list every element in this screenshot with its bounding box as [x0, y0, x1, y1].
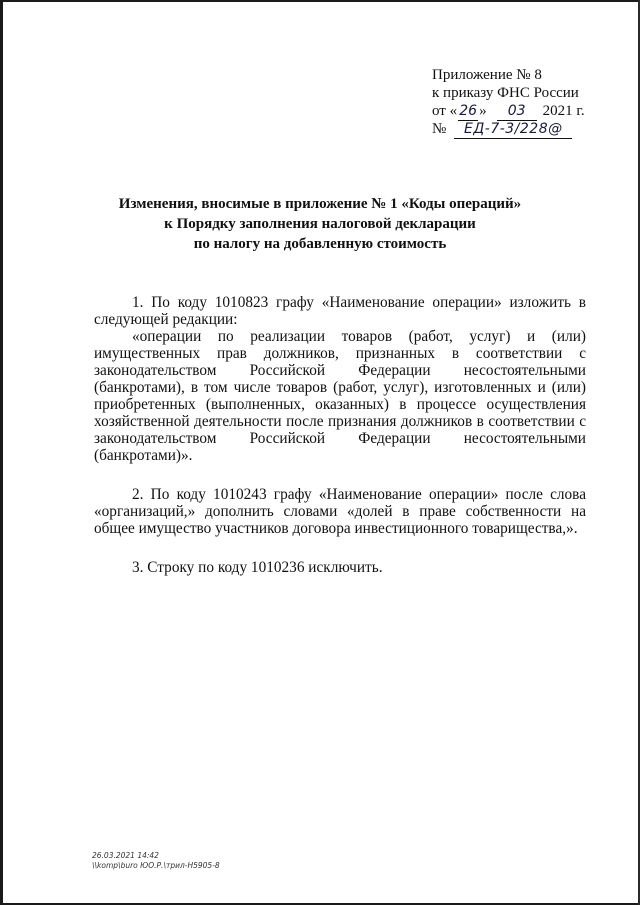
date-year: 2021 г. [542, 103, 585, 119]
item-2-text: 2. По коду 1010243 графу «Наименование операции» после слова «организаций,» дополнить словами «долей в праве собственности на общее имущество участников договора инвестиционного товарищества,». [94, 486, 586, 537]
order-date [432, 102, 632, 120]
document-body [94, 294, 586, 576]
item-1-text: «операции по реализации товаров (работ, услуг) и (или) имущественных прав должников, признанных в соответствии с законодательством Российской Федерации несостоятельными (банкротами), в том числе товаров (работ, услуг), изготовленных и (или) приобретенных (выполненных, оказанных) в процессе осуществления хозяйственной деятельности после признания должников в соответствии с законодательством Российской Федерации несостоятельными (банкротами)». [94, 328, 586, 464]
scan-edge-top [0, 0, 640, 2]
date-month: 03 [497, 102, 537, 121]
item-1-intro: 1. По коду 1010823 графу «Наименование операции» изложить в следующей редакции: [94, 294, 586, 328]
title-line-2: к Порядку заполнения налоговой декларации [164, 216, 476, 232]
date-day: 26 [459, 103, 478, 119]
appendix-label: Приложение № 8 [432, 67, 542, 83]
title-line-3: по налогу на добавленную стоимость [193, 236, 447, 252]
footer-timestamp: 26.03.2021 14:42 [92, 851, 159, 860]
number-prefix: № [432, 121, 447, 137]
scan-edge-left [0, 0, 3, 905]
number-value: ЕД-7-3/228@ [454, 120, 572, 139]
date-prefix: от « [432, 103, 458, 119]
appendix-header [432, 66, 632, 138]
footer-file-path: \\komp\buro ЮО.Р.\трил-Н5905-8 [92, 861, 220, 870]
print-footer [92, 851, 220, 871]
date-mid: » [479, 103, 487, 119]
order-number [432, 120, 632, 138]
title-line-1: Изменения, вносимые в приложение № 1 «Коды операций» [118, 196, 522, 212]
document-title [90, 194, 550, 254]
item-3-text: 3. Строку по коду 1010236 исключить. [132, 559, 383, 576]
order-label: к приказу ФНС России [432, 85, 579, 101]
